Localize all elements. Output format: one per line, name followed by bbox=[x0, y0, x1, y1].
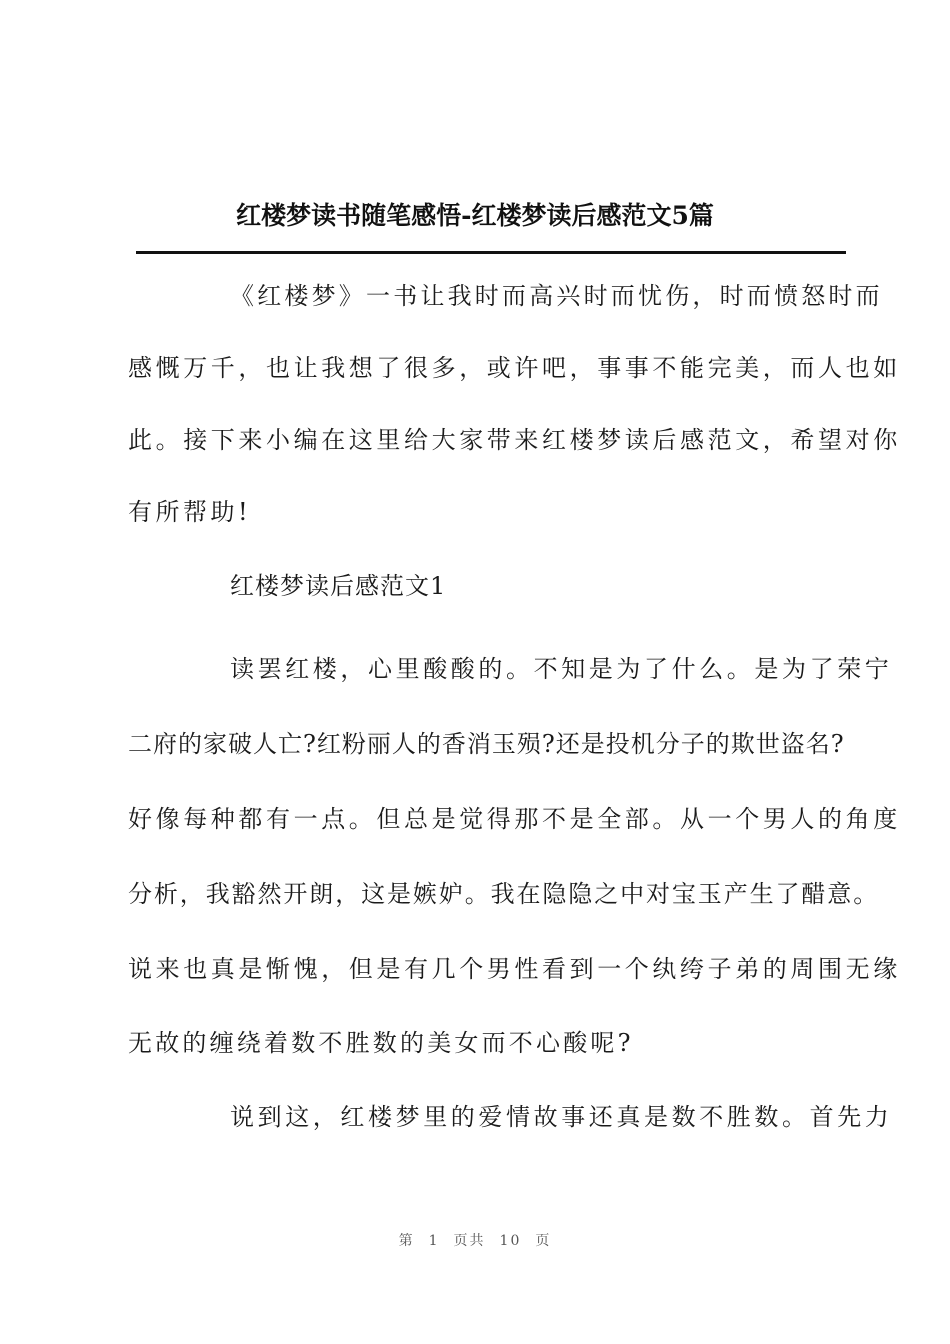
section-heading: 红楼梦读后感范文1 bbox=[230, 572, 447, 600]
paragraph-line: 读罢红楼，心里酸酸的。不知是为了什么。是为了荣宁 bbox=[230, 655, 893, 683]
document-title: 红楼梦读书随笔感悟-红楼梦读后感范文5篇 bbox=[236, 201, 714, 230]
footer-middle: 页共 bbox=[453, 1233, 486, 1249]
footer-suffix: 页 bbox=[535, 1233, 552, 1249]
paragraph-line: 无故的缠绕着数不胜数的美女而不心酸呢? bbox=[128, 1029, 634, 1057]
paragraph-line: 好像每种都有一点。但总是觉得那不是全部。从一个男人的角度 bbox=[128, 805, 901, 833]
paragraph-line: 分析，我豁然开朗，这是嫉妒。我在隐隐之中对宝玉产生了醋意。 bbox=[128, 880, 880, 908]
paragraph-line: 感慨万千，也让我想了很多，或许吧，事事不能完美，而人也如 bbox=[128, 354, 901, 382]
paragraph-line: 此。接下来小编在这里给大家带来红楼梦读后感范文，希望对你 bbox=[128, 426, 901, 454]
paragraph-line: 有所帮助! bbox=[128, 498, 252, 526]
footer-prefix: 第 bbox=[398, 1233, 415, 1249]
paragraph-line: 《红楼梦》一书让我时而高兴时而忧伤，时而愤怒时而 bbox=[230, 282, 883, 310]
paragraph-line: 说到这，红楼梦里的爱情故事还真是数不胜数。首先力 bbox=[230, 1103, 893, 1131]
paragraph-line: 说来也真是惭愧，但是有几个男性看到一个纨绔子弟的周围无缘 bbox=[128, 955, 901, 983]
page-footer bbox=[0, 1230, 950, 1250]
title-underline bbox=[136, 251, 846, 254]
footer-page-number: 1 bbox=[428, 1233, 440, 1249]
paragraph-line: 二府的家破人亡?红粉丽人的香消玉殒?还是投机分子的欺世盗名? bbox=[128, 730, 845, 758]
footer-total-pages: 10 bbox=[499, 1233, 522, 1249]
